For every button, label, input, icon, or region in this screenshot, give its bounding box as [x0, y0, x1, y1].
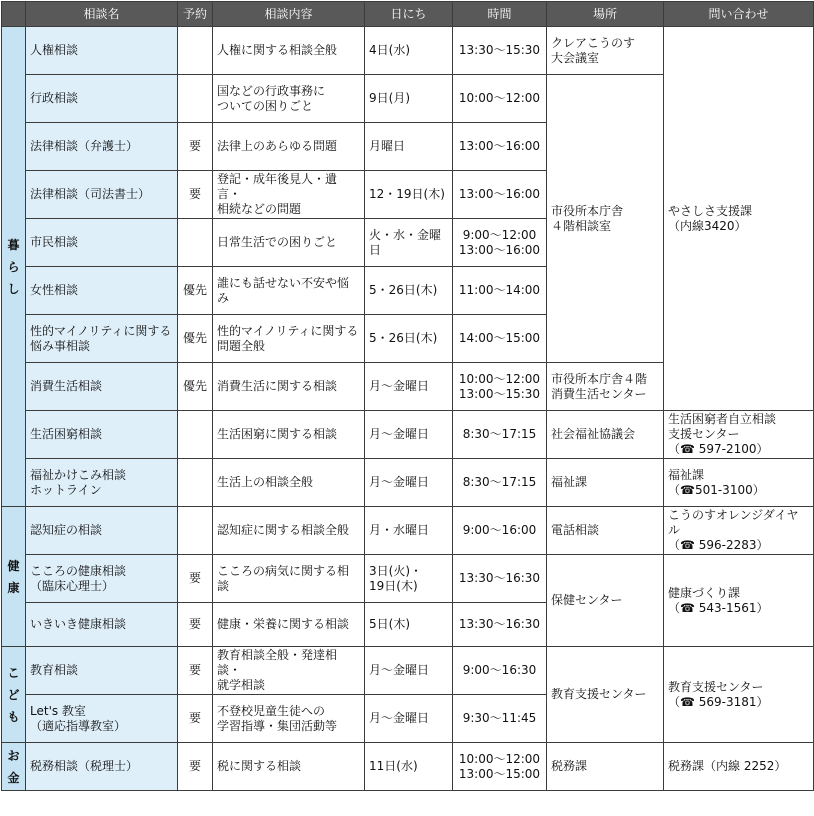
consult-content: 生活困窮に関する相談 [213, 411, 365, 459]
reservation-cell: 要 [178, 171, 213, 219]
reservation-cell: 優先 [178, 315, 213, 363]
consult-contact: 福祉課 （☎501-3100） [664, 459, 814, 507]
consult-contact: 税務課（内線 2252） [664, 743, 814, 791]
reservation-cell: 要 [178, 695, 213, 743]
consult-date: 火・水・金曜日 [365, 219, 453, 267]
consult-time: 14:00～15:00 [453, 315, 547, 363]
category-kurashi: 暮 ら し [2, 27, 26, 507]
contact-kenko: 健康づくり課 （☎ 543-1561） [664, 555, 814, 647]
consult-date: 月～金曜日 [365, 695, 453, 743]
reservation-cell [178, 27, 213, 75]
consult-date: 12・19日(木) [365, 171, 453, 219]
place-kyoiku: 教育支援センター [547, 647, 664, 743]
consult-time: 13:30～16:30 [453, 555, 547, 603]
consult-content: 認知症に関する相談全般 [213, 507, 365, 555]
consult-content: 国などの行政事務に ついての困りごと [213, 75, 365, 123]
consult-time: 10:00～12:00 13:00～15:30 [453, 363, 547, 411]
reservation-cell: 要 [178, 555, 213, 603]
consult-time: 9:30～11:45 [453, 695, 547, 743]
consult-time: 10:00～12:00 13:00～15:00 [453, 743, 547, 791]
consult-time: 9:00～16:30 [453, 647, 547, 695]
category-kodomo: こ ど も [2, 647, 26, 743]
consult-name: 税務相談（税理士） [26, 743, 178, 791]
category-okane: お 金 [2, 743, 26, 791]
place-honcho: 市役所本庁舎 ４階相談室 [547, 75, 664, 363]
consult-name: 消費生活相談 [26, 363, 178, 411]
consult-date: 5・26日(木) [365, 267, 453, 315]
consult-name: 福祉かけこみ相談 ホットライン [26, 459, 178, 507]
consult-content: 性的マイノリティに関する 問題全般 [213, 315, 365, 363]
consult-date: 9日(月) [365, 75, 453, 123]
table-row [2, 555, 814, 603]
header-category [2, 2, 26, 27]
consult-name: 認知症の相談 [26, 507, 178, 555]
consult-name: 市民相談 [26, 219, 178, 267]
reservation-cell: 要 [178, 743, 213, 791]
consult-place: クレアこうのす 大会議室 [547, 27, 664, 75]
header-content: 相談内容 [213, 2, 365, 27]
consult-time: 9:00～16:00 [453, 507, 547, 555]
table-row [2, 459, 814, 507]
consult-date: 月～金曜日 [365, 411, 453, 459]
header-time: 時間 [453, 2, 547, 27]
consult-place: 税務課 [547, 743, 664, 791]
consult-date: 5・26日(木) [365, 315, 453, 363]
consult-contact: こうのすオレンジダイヤル （☎ 596-2283） [664, 507, 814, 555]
consult-time: 8:30～17:15 [453, 411, 547, 459]
reservation-cell [178, 459, 213, 507]
reservation-cell: 要 [178, 647, 213, 695]
reservation-cell [178, 411, 213, 459]
reservation-cell: 要 [178, 603, 213, 647]
consult-date: 4日(水) [365, 27, 453, 75]
consult-name: 生活困窮相談 [26, 411, 178, 459]
consult-date: 月曜日 [365, 123, 453, 171]
consult-date: 月～金曜日 [365, 459, 453, 507]
consult-name: いきいき健康相談 [26, 603, 178, 647]
consult-date: 5日(木) [365, 603, 453, 647]
consult-time: 13:00～16:00 [453, 123, 547, 171]
consultation-table [1, 1, 814, 791]
reservation-cell [178, 219, 213, 267]
consult-content: 税に関する相談 [213, 743, 365, 791]
consult-contact: 生活困窮者自立相談 支援センター （☎ 597-2100） [664, 411, 814, 459]
consult-content: 教育相談全般・発達相談・ 就学相談 [213, 647, 365, 695]
consult-time: 10:00～12:00 [453, 75, 547, 123]
consult-content: 登記・成年後見人・遺言・ 相続などの問題 [213, 171, 365, 219]
table-row [2, 507, 814, 555]
contact-kyoiku: 教育支援センター （☎ 569-3181） [664, 647, 814, 743]
contact-yasashisa: やさしさ支援課 （内線3420） [664, 27, 814, 411]
header-contact: 問い合わせ [664, 2, 814, 27]
header-reservation: 予約 [178, 2, 213, 27]
consult-date: 3日(火)・ 19日(木) [365, 555, 453, 603]
consult-place: 市役所本庁舎４階 消費生活センター [547, 363, 664, 411]
consult-time: 13:30～16:30 [453, 603, 547, 647]
consult-content: こころの病気に関する相談 [213, 555, 365, 603]
consult-content: 誰にも話せない不安や悩み [213, 267, 365, 315]
consult-name: 法律相談（弁護士） [26, 123, 178, 171]
header-name: 相談名 [26, 2, 178, 27]
consult-place: 電話相談 [547, 507, 664, 555]
reservation-cell: 優先 [178, 267, 213, 315]
consult-content: 消費生活に関する相談 [213, 363, 365, 411]
consult-name: 法律相談（司法書士） [26, 171, 178, 219]
category-kenko: 健 康 [2, 507, 26, 647]
reservation-cell [178, 507, 213, 555]
consult-date: 月～金曜日 [365, 363, 453, 411]
consult-date: 月・水曜日 [365, 507, 453, 555]
table-row [2, 647, 814, 695]
consult-content: 法律上のあらゆる問題 [213, 123, 365, 171]
consult-name: こころの健康相談 （臨床心理士） [26, 555, 178, 603]
consult-time: 13:00～16:00 [453, 171, 547, 219]
header-date: 日にち [365, 2, 453, 27]
consult-time: 8:30～17:15 [453, 459, 547, 507]
reservation-cell: 要 [178, 123, 213, 171]
consult-time: 11:00～14:00 [453, 267, 547, 315]
consult-content: 不登校児童生徒への 学習指導・集団活動等 [213, 695, 365, 743]
header-place: 場所 [547, 2, 664, 27]
consult-name: 性的マイノリティに関する 悩み事相談 [26, 315, 178, 363]
consult-content: 健康・栄養に関する相談 [213, 603, 365, 647]
consult-time: 9:00～12:00 13:00～16:00 [453, 219, 547, 267]
consult-date: 11日(水) [365, 743, 453, 791]
consult-name: 教育相談 [26, 647, 178, 695]
table-row [2, 743, 814, 791]
consult-time: 13:30～15:30 [453, 27, 547, 75]
table-row [2, 411, 814, 459]
consult-content: 生活上の相談全般 [213, 459, 365, 507]
place-hoken: 保健センター [547, 555, 664, 647]
consult-place: 社会福祉協議会 [547, 411, 664, 459]
table-row [2, 27, 814, 75]
consult-name: Let's 教室 （適応指導教室） [26, 695, 178, 743]
consult-content: 人権に関する相談全般 [213, 27, 365, 75]
reservation-cell [178, 75, 213, 123]
consult-place: 福祉課 [547, 459, 664, 507]
consult-name: 女性相談 [26, 267, 178, 315]
reservation-cell: 優先 [178, 363, 213, 411]
consult-date: 月～金曜日 [365, 647, 453, 695]
header-row [2, 2, 814, 27]
consult-name: 行政相談 [26, 75, 178, 123]
consult-name: 人権相談 [26, 27, 178, 75]
consult-content: 日常生活での困りごと [213, 219, 365, 267]
